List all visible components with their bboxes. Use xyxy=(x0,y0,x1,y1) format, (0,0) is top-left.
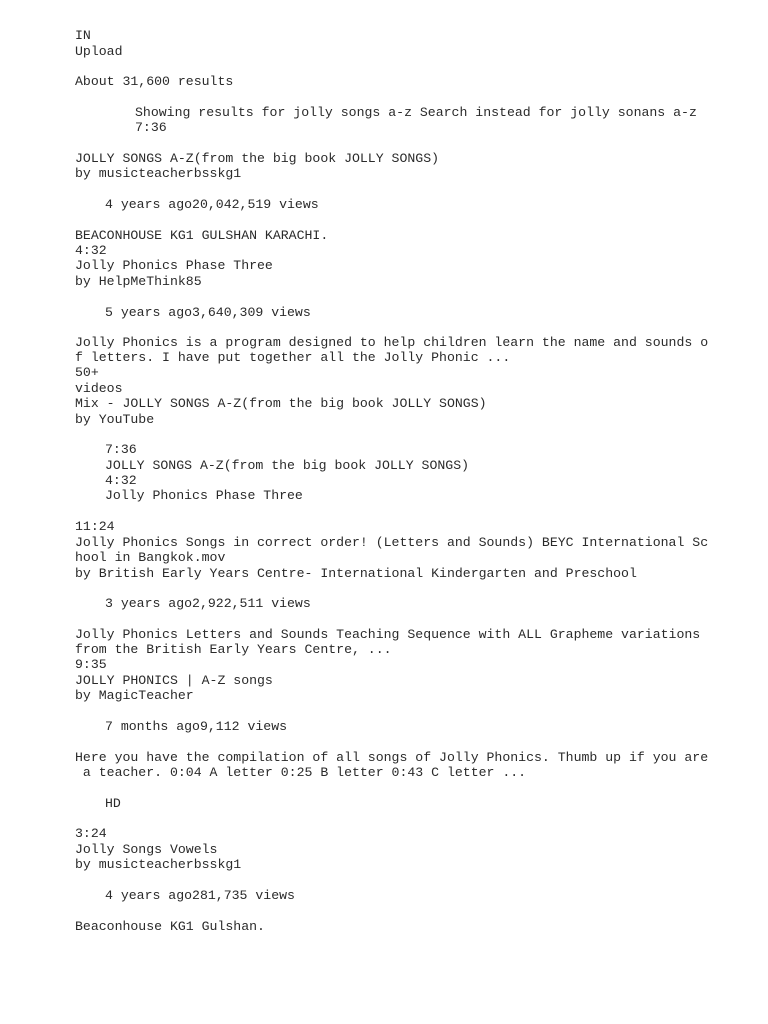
playlist-item-link[interactable]: JOLLY SONGS A-Z(from the big book JOLLY SONGS) xyxy=(105,458,470,473)
video-description: from the British Early Years Centre, ... xyxy=(75,642,392,657)
channel-link[interactable]: by MagicTeacher xyxy=(75,688,194,703)
video-title-link[interactable]: Jolly Phonics Phase Three xyxy=(75,258,273,273)
video-description: BEACONHOUSE KG1 GULSHAN KARACHI. xyxy=(75,228,329,243)
video-title-link[interactable]: JOLLY SONGS A-Z(from the big book JOLLY SONGS) xyxy=(75,151,440,166)
video-description: a teacher. 0:04 A letter 0:25 B letter 0:43 C letter ... xyxy=(75,765,527,780)
channel-link[interactable]: by YouTube xyxy=(75,412,155,427)
video-description: f letters. I have put together all the Jolly Phonic ... xyxy=(75,350,511,365)
playlist-item-link[interactable]: Jolly Phonics Phase Three xyxy=(105,488,303,503)
channel-link[interactable]: by British Early Years Centre- International Kindergarten and Preschool xyxy=(75,566,637,581)
video-title-link[interactable]: Jolly Songs Vowels xyxy=(75,842,218,857)
video-duration: 11:24 xyxy=(75,519,115,534)
channel-link[interactable]: by musicteacherbsskg1 xyxy=(75,166,242,181)
sign-in-link[interactable]: IN xyxy=(75,28,91,43)
playlist-title-link[interactable]: Mix - JOLLY SONGS A-Z(from the big book JOLLY SONGS) xyxy=(75,396,487,411)
results-count: About 31,600 results xyxy=(75,74,234,89)
video-duration: 9:35 xyxy=(75,657,107,672)
video-title-link[interactable]: JOLLY PHONICS | A-Z songs xyxy=(75,673,273,688)
video-description: Here you have the compilation of all songs of Jolly Phonics. Thumb up if you are xyxy=(75,750,709,765)
upload-link[interactable]: Upload xyxy=(75,44,123,59)
playlist-count-label: videos xyxy=(75,381,123,396)
video-description: Jolly Phonics is a program designed to help children learn the name and sounds o xyxy=(75,335,709,350)
spelling-correction[interactable]: Showing results for jolly songs a-z Search instead for jolly sonans a-z xyxy=(135,105,697,120)
channel-link[interactable]: by HelpMeThink85 xyxy=(75,274,202,289)
playlist-item-duration: 7:36 xyxy=(105,442,137,457)
video-duration: 4:32 xyxy=(75,243,107,258)
video-duration: 3:24 xyxy=(75,826,107,841)
playlist-count: 50+ xyxy=(75,365,99,380)
video-title-link[interactable]: Jolly Phonics Songs in correct order! (Letters and Sounds) BEYC International Sc xyxy=(75,535,709,550)
video-meta: 7 months ago9,112 views xyxy=(105,719,288,734)
video-title-link[interactable]: hool in Bangkok.mov xyxy=(75,550,226,565)
video-duration: 7:36 xyxy=(135,120,167,135)
video-meta: 4 years ago20,042,519 views xyxy=(105,197,319,212)
hd-badge: HD xyxy=(105,796,121,811)
video-meta: 3 years ago2,922,511 views xyxy=(105,596,311,611)
channel-link[interactable]: by musicteacherbsskg1 xyxy=(75,857,242,872)
playlist-item-duration: 4:32 xyxy=(105,473,137,488)
video-description: Beaconhouse KG1 Gulshan. xyxy=(75,919,265,934)
video-description: Jolly Phonics Letters and Sounds Teaching Sequence with ALL Grapheme variations xyxy=(75,627,701,642)
video-meta: 4 years ago281,735 views xyxy=(105,888,295,903)
video-meta: 5 years ago3,640,309 views xyxy=(105,305,311,320)
